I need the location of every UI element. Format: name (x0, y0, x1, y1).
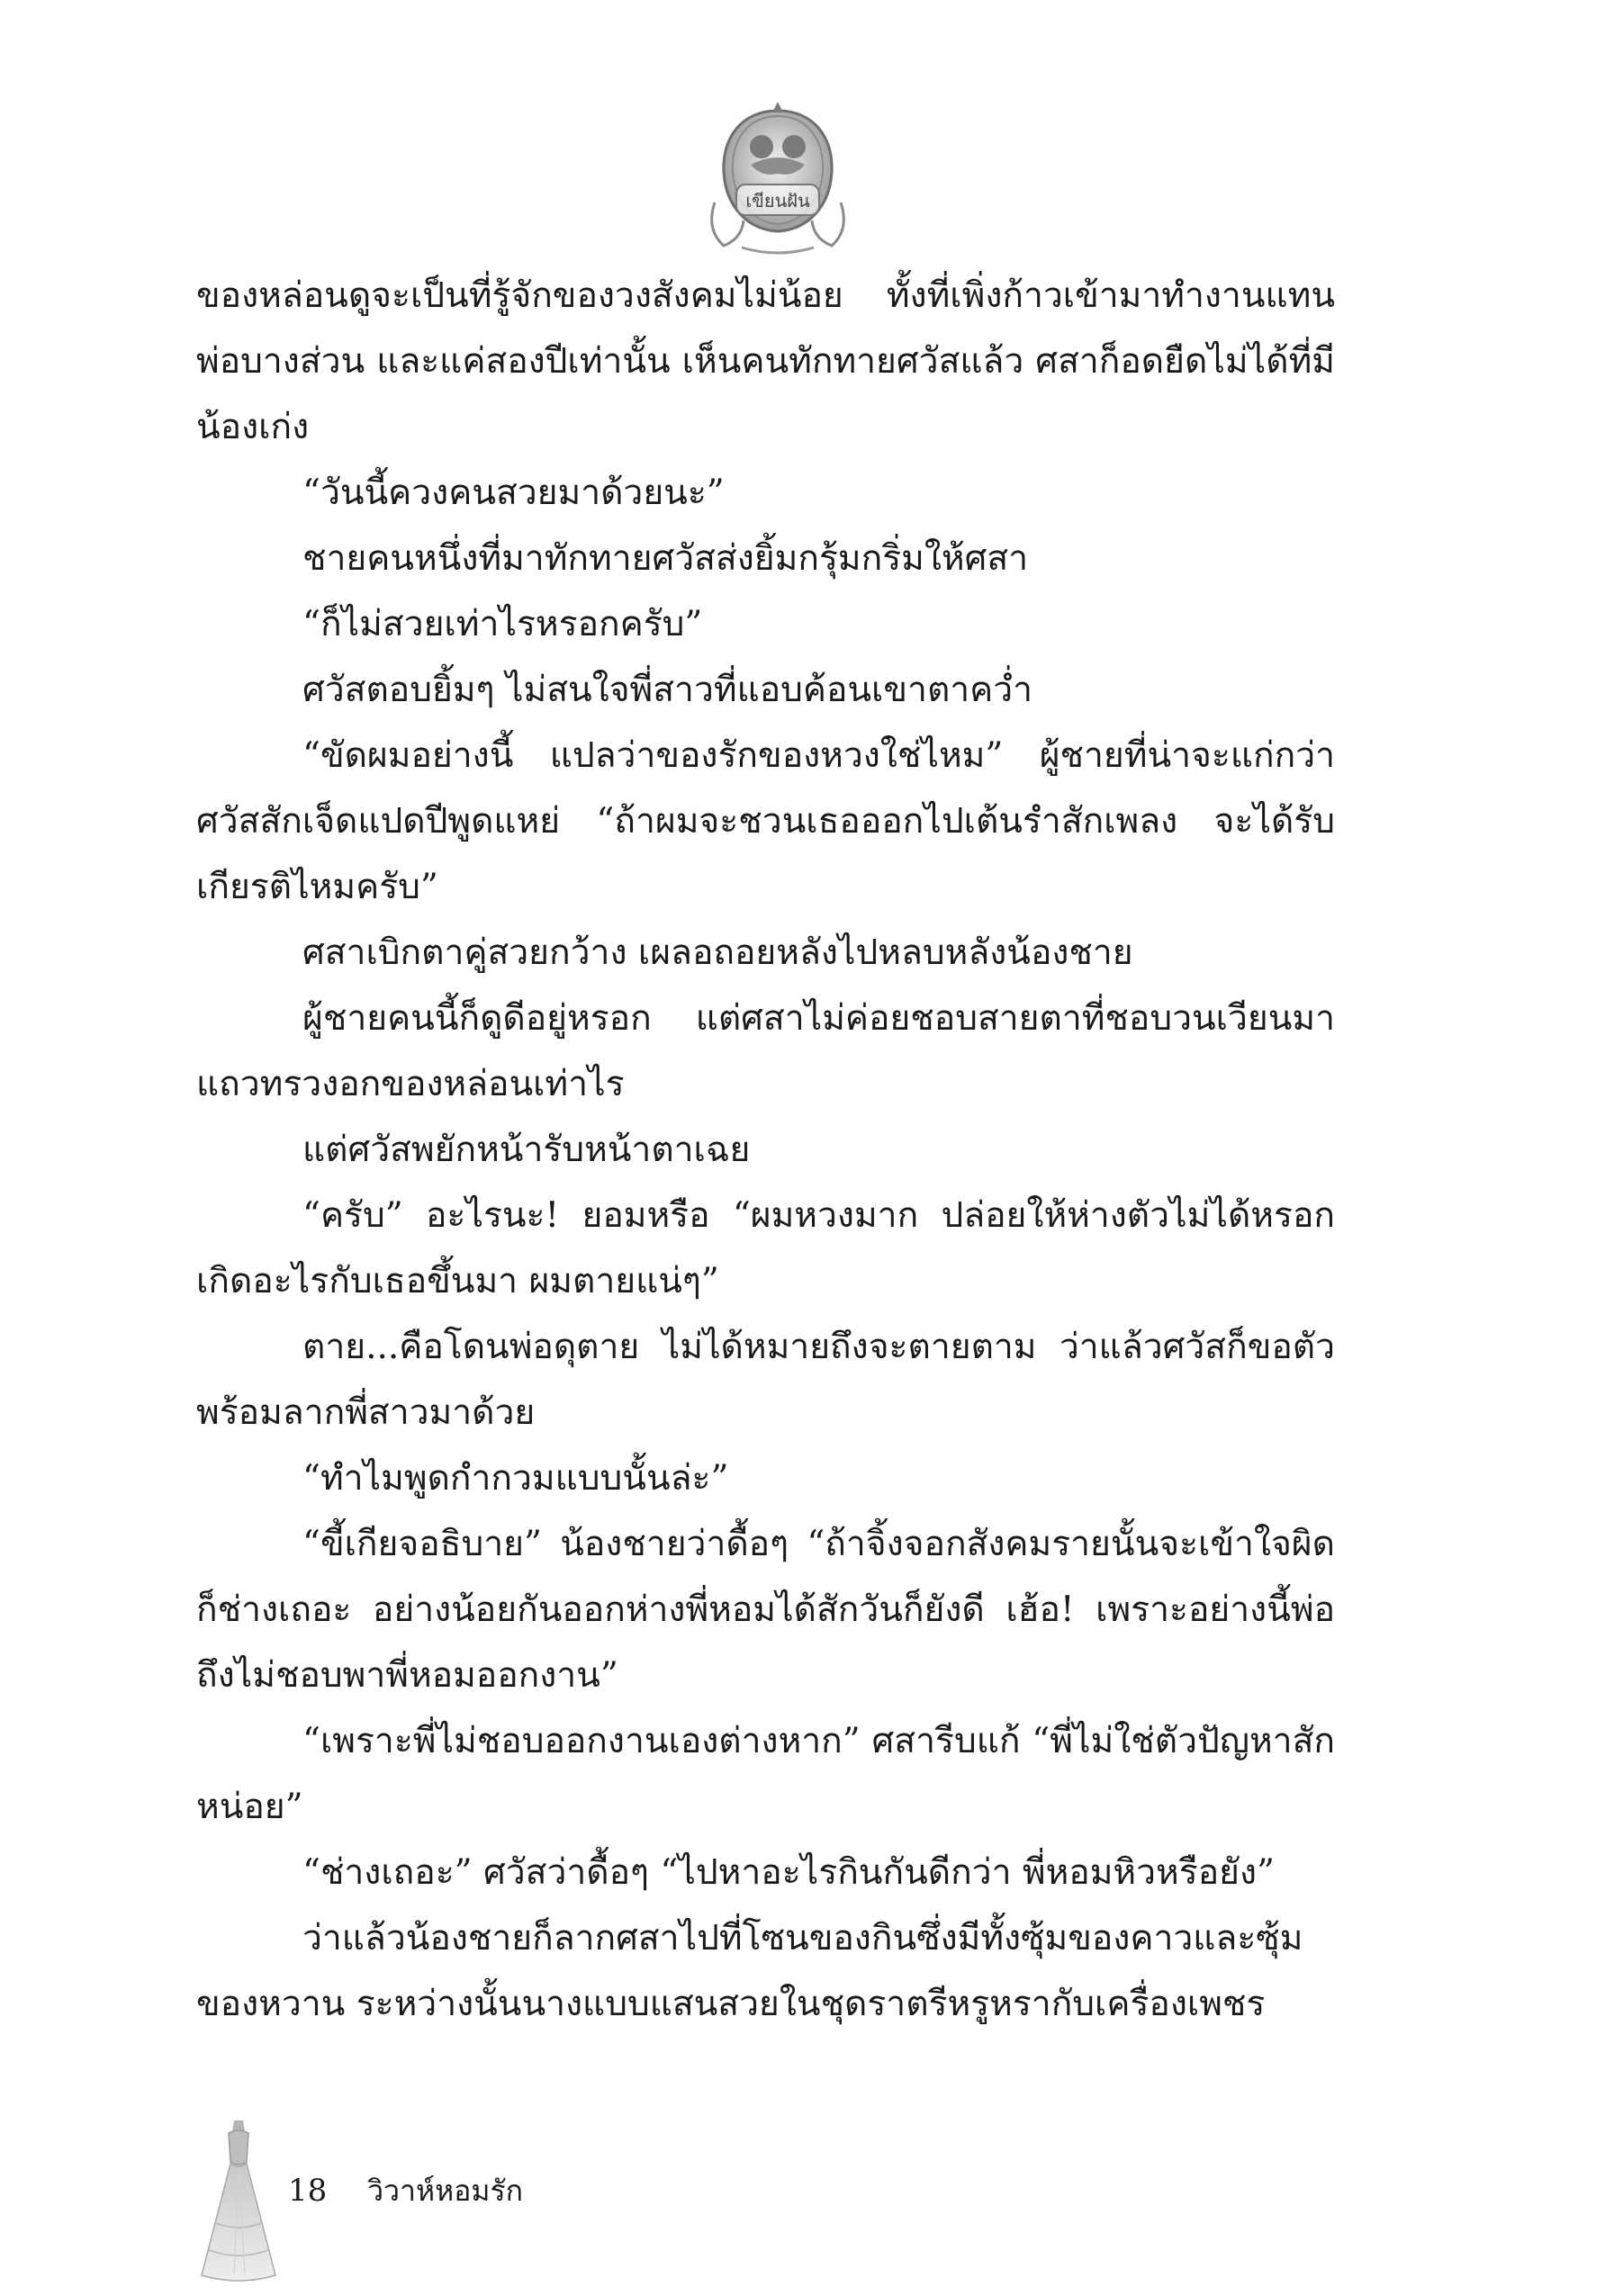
paragraph: ของหล่อนดูจะเป็นที่รู้จักของวงสังคมไม่น้อย ทั้งที่เพิ่งก้าวเข้ามาทำงานแทนพ่อบางส่วน และแค่สองปีเท่านั้น เห็นคนทักทายศวัสแล้ว ศสาก็อดยืดไม่ได้ที่มีน้องเก่ง (196, 275, 1335, 447)
paragraph: “ครับ” อะไรนะ! ยอมหรือ “ผมหวงมาก ปล่อยให้ห่างตัวไม่ได้หรอก เกิดอะไรกับเธอขึ้นมา ผมตายแน่ๆ” (196, 1195, 1335, 1301)
paragraph: “เพราะพี่ไม่ชอบออกงานเองต่างหาก” ศสารีบแก้ “พี่ไม่ใช่ตัวปัญหาสักหน่อย” (196, 1721, 1335, 1827)
body-text (196, 263, 1335, 2037)
paragraph: “ขัดผมอย่างนี้ แปลว่าของรักของหวงใช่ไหม” ผู้ชายที่น่าจะแก่กว่าศวัสสักเจ็ดแปดปีพูดแหย่ “ถ้าผมจะชวนเธอออกไปเต้นรำสักเพลง จะได้รับเกียรติไหมครับ” (196, 735, 1335, 907)
logo-text: เขียนฝัน (745, 190, 810, 212)
paragraph: ตาย...คือโดนพ่อดุตาย ไม่ได้หมายถึงจะตายตาม ว่าแล้วศวัสก็ขอตัว พร้อมลากพี่สาวมาด้วย (196, 1327, 1335, 1433)
paragraph: “วันนี้ควงคนสวยมาด้วยนะ” (302, 473, 725, 513)
page-footer (288, 2168, 523, 2214)
paragraph: “ทำไมพูดกำกวมแบบนั้นล่ะ” (302, 1458, 729, 1499)
paragraph: ผู้ชายคนนี้ก็ดูดีอยู่หรอก แต่ศสาไม่ค่อยชอบสายตาที่ชอบวนเวียนมาแถวทรวงอกของหล่อนเท่าไร (196, 998, 1335, 1104)
paragraph: ศสาเบิกตาคู่สวยกว้าง เผลอถอยหลังไปหลบหลังน้องชาย (302, 932, 1133, 973)
paragraph: “ก็ไม่สวยเท่าไรหรอกครับ” (302, 604, 703, 644)
book-title: วิวาห์หอมรัก (367, 2174, 524, 2208)
page-number: 18 (288, 2173, 328, 2209)
wedding-dress-icon (189, 2115, 288, 2286)
publisher-logo (688, 95, 868, 266)
paragraph: ว่าแล้วน้องชายก็ลากศสาไปที่โซนของกินซึ่งมีทั้งซุ้มของคาวและซุ้มของหวาน ระหว่างนั้นนางแบบแสนสวยในชุดราตรีหรูหรากับเครื่องเพชร (196, 1918, 1303, 2024)
paragraph: “ขี้เกียจอธิบาย” น้องชายว่าดื้อๆ “ถ้าจิ้งจอกสังคมรายนั้นจะเข้าใจผิดก็ช่างเถอะ อย่างน้อยกันออกห่างพี่หอมได้สักวันก็ยังดี เฮ้อ! เพราะอย่างนี้พ่อถึงไม่ชอบพาพี่หอมออกงาน” (196, 1524, 1335, 1696)
paragraph: ศวัสตอบยิ้มๆ ไม่สนใจพี่สาวที่แอบค้อนเขาตาคว่ำ (302, 670, 1033, 710)
paragraph: “ช่างเถอะ” ศวัสว่าดื้อๆ “ไปหาอะไรกินกันดีกว่า พี่หอมหิวหรือยัง” (302, 1852, 1275, 1893)
paragraph: ชายคนหนึ่งที่มาทักทายศวัสส่งยิ้มกรุ้มกริ่มให้ศสา (302, 538, 1029, 579)
ornamental-crest-icon (688, 95, 868, 266)
paragraph: แต่ศวัสพยักหน้ารับหน้าตาเฉย (302, 1130, 751, 1170)
